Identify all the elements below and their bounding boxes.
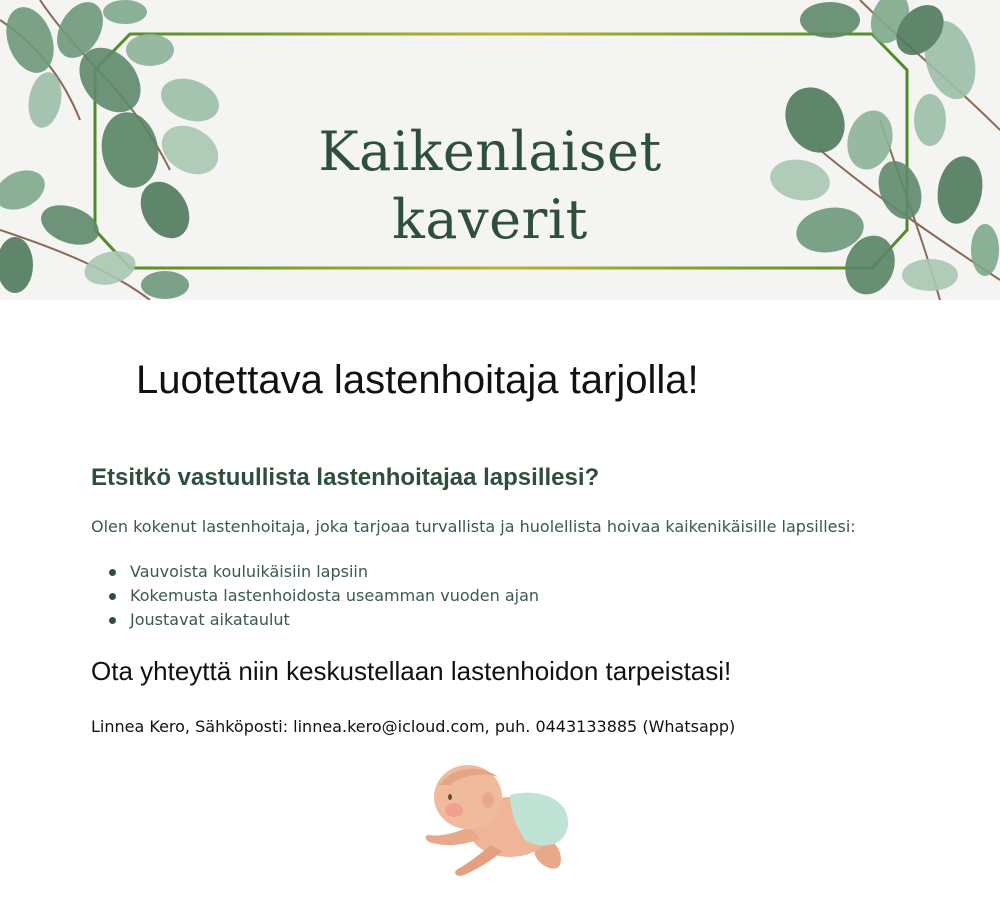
list-item-text: Vauvoista kouluikäisiin lapsiin [130,562,368,581]
subheading: Etsitkö vastuullista lastenhoitajaa lapsillesi? [91,464,600,491]
bullet-icon [109,593,116,600]
feature-list [91,560,539,632]
header-banner [0,0,1000,300]
banner-title-line2: kaverit [392,188,588,251]
list-item [91,560,539,584]
list-item-text: Kokemusta lastenhoidosta useamman vuoden ajan [130,586,540,605]
main-headline: Luotettava lastenhoitaja tarjolla! [136,358,699,402]
bullet-icon [109,569,116,576]
contact-info: Linnea Kero, Sähköposti: linnea.kero@icloud.com, puh. 0443133885 (Whatsapp) [91,717,736,736]
list-item [91,608,539,632]
bullet-icon [109,617,116,624]
list-item-text: Joustavat aikataulut [130,610,290,629]
call-to-action: Ota yhteyttä niin keskustellaan lastenhoidon tarpeistasi! [91,656,732,686]
banner-title [290,118,690,254]
list-item [91,584,539,608]
crawling-baby-icon [410,755,590,880]
banner-title-line1: Kaikenlaiset [318,120,662,183]
intro-text: Olen kokenut lastenhoitaja, joka tarjoaa turvallista ja huolellista hoivaa kaikenikäisille lapsillesi: [91,517,856,536]
